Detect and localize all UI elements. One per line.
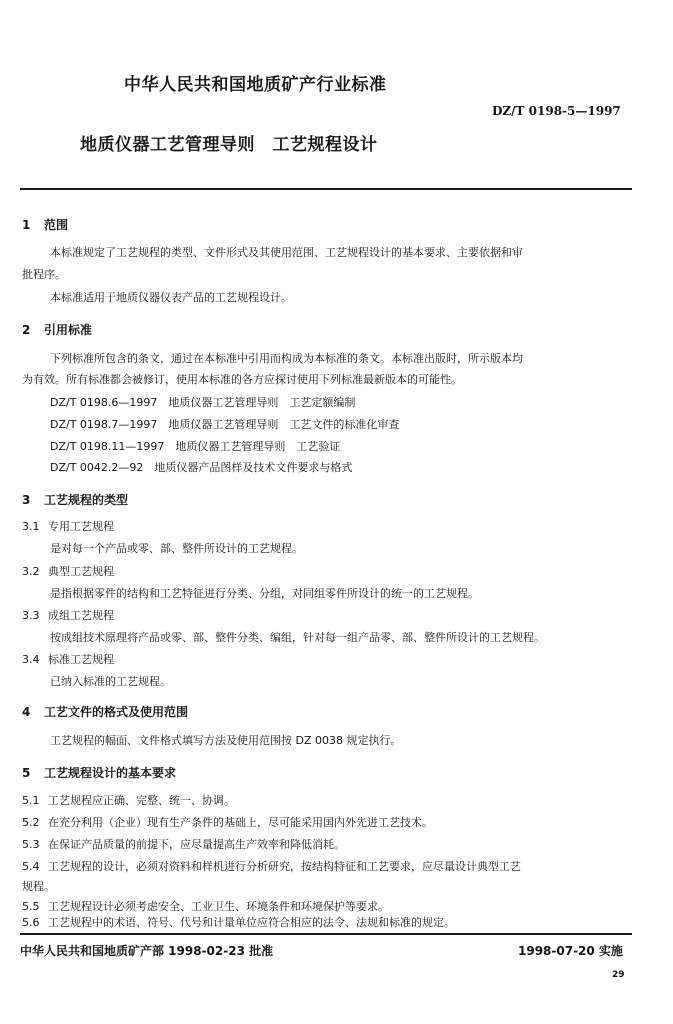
section-5-heading <box>22 764 176 781</box>
section-1-heading <box>22 216 68 233</box>
section-title: 工艺文件的格式及使用范围 <box>44 705 189 719</box>
reference-item-2: DZ/T 0198.7—1997 地质仪器工艺管理导则 工艺文件的标准化审查 <box>50 418 400 431</box>
header-divider <box>20 188 632 190</box>
clause-label: 标准工艺规程 <box>48 653 114 666</box>
section-1-para-1-line-1: 本标准规定了工艺规程的类型、文件形式及其使用范围、工艺规程设计的基本要求、主要依据和审 <box>50 246 523 259</box>
clause-number: 3.3 <box>22 609 40 622</box>
clause-number: 5.5 <box>22 900 40 913</box>
section-4-heading <box>22 703 188 720</box>
section-title: 范围 <box>44 218 69 232</box>
standard-organization-header: 中华人民共和国地质矿产行业标准 <box>124 75 387 95</box>
section-2-para-line-2: 为有效。所有标准都会被修订，使用本标准的各方应探讨使用下列标准最新版本的可能性。 <box>22 373 462 386</box>
clause-5-4-continuation: 规程。 <box>22 880 55 893</box>
clause-5-1 <box>22 792 235 810</box>
section-1-para-2: 本标准适用于地质仪器仪表产品的工艺规程设计。 <box>50 291 292 304</box>
section-number: 2 <box>22 323 31 337</box>
clause-5-4 <box>22 858 521 876</box>
reference-item-4: DZ/T 0042.2—92 地质仪器产品图样及技术文件要求与格式 <box>50 461 353 474</box>
clause-5-2 <box>22 814 433 832</box>
section-4-para: 工艺规程的幅面、文件格式填写方法及使用范围按 DZ 0038 规定执行。 <box>50 734 402 747</box>
clause-text: 在保证产品质量的前提下，应尽量提高生产效率和降低消耗。 <box>48 838 345 851</box>
clause-number: 5.3 <box>22 838 40 851</box>
clause-3-4-heading <box>22 651 114 669</box>
clause-text: 工艺规程应正确、完整、统一、协调。 <box>48 794 235 807</box>
clause-3-2-heading <box>22 563 114 581</box>
reference-item-1: DZ/T 0198.6—1997 地质仪器工艺管理导则 工艺定额编制 <box>50 396 356 409</box>
footer-issued: 中华人民共和国地质矿产部 1998-02-23 批准 <box>20 944 274 958</box>
clause-number: 3.4 <box>22 653 40 666</box>
clause-5-3 <box>22 836 345 854</box>
section-2-para-line-1: 下列标准所包含的条文，通过在本标准中引用而构成为本标准的条文。本标准出版时，所示版本均 <box>50 352 523 365</box>
footer-effective: 1998-07-20 实施 <box>518 944 623 958</box>
clause-3-1-heading <box>22 518 114 536</box>
clause-label: 专用工艺规程 <box>48 520 114 533</box>
section-title: 工艺规程的类型 <box>44 493 129 507</box>
section-number: 4 <box>22 705 31 719</box>
clause-number: 5.4 <box>22 860 40 873</box>
clause-number: 5.6 <box>22 916 40 929</box>
clause-number: 3.1 <box>22 520 40 533</box>
clause-text: 在充分利用（企业）现有生产条件的基础上，尽可能采用国内外先进工艺技术。 <box>48 816 433 829</box>
section-title: 引用标准 <box>44 323 93 337</box>
section-1-para-1-line-2: 批程序。 <box>22 268 66 281</box>
clause-number: 5.2 <box>22 816 40 829</box>
section-3-heading <box>22 491 128 508</box>
clause-text: 工艺规程设计必须考虑安全、工业卫生、环境条件和环境保护等要求。 <box>48 900 389 913</box>
clause-3-4-text: 已纳入标准的工艺规程。 <box>50 675 171 688</box>
section-number: 5 <box>22 766 31 780</box>
clause-text: 工艺规程的设计，必须对资料和样机进行分析研究，按结构特征和工艺要求，应尽量设计典型工艺 <box>48 860 521 873</box>
section-2-heading <box>22 321 92 338</box>
section-number: 1 <box>22 218 31 232</box>
document-title: 地质仪器工艺管理导则 工艺规程设计 <box>80 135 378 155</box>
clause-number: 5.1 <box>22 794 40 807</box>
clause-label: 成组工艺规程 <box>48 609 114 622</box>
page-number: 29 <box>612 970 625 980</box>
clause-text: 工艺规程中的术语、符号、代号和计量单位应符合相应的法令、法规和标准的规定。 <box>48 916 455 929</box>
clause-3-1-text: 是对每一个产品或零、部、整件所设计的工艺规程。 <box>50 542 303 555</box>
clause-3-3-heading <box>22 607 114 625</box>
clause-number: 3.2 <box>22 565 40 578</box>
clause-label: 典型工艺规程 <box>48 565 114 578</box>
section-number: 3 <box>22 493 31 507</box>
clause-3-2-text: 是指根据零件的结构和工艺特征进行分类、分组，对同组零件所设计的统一的工艺规程。 <box>50 587 479 600</box>
footer-divider <box>20 933 632 935</box>
standard-code: DZ/T 0198-5—1997 <box>492 104 621 118</box>
reference-item-3: DZ/T 0198.11—1997 地质仪器工艺管理导则 工艺验证 <box>50 440 341 453</box>
section-title: 工艺规程设计的基本要求 <box>44 766 177 780</box>
clause-5-6 <box>22 914 455 932</box>
clause-3-3-text: 按成组技术原理将产品或零、部、整件分类、编组，针对每一组产品零、部、整件所设计的工艺规程。 <box>50 631 545 644</box>
